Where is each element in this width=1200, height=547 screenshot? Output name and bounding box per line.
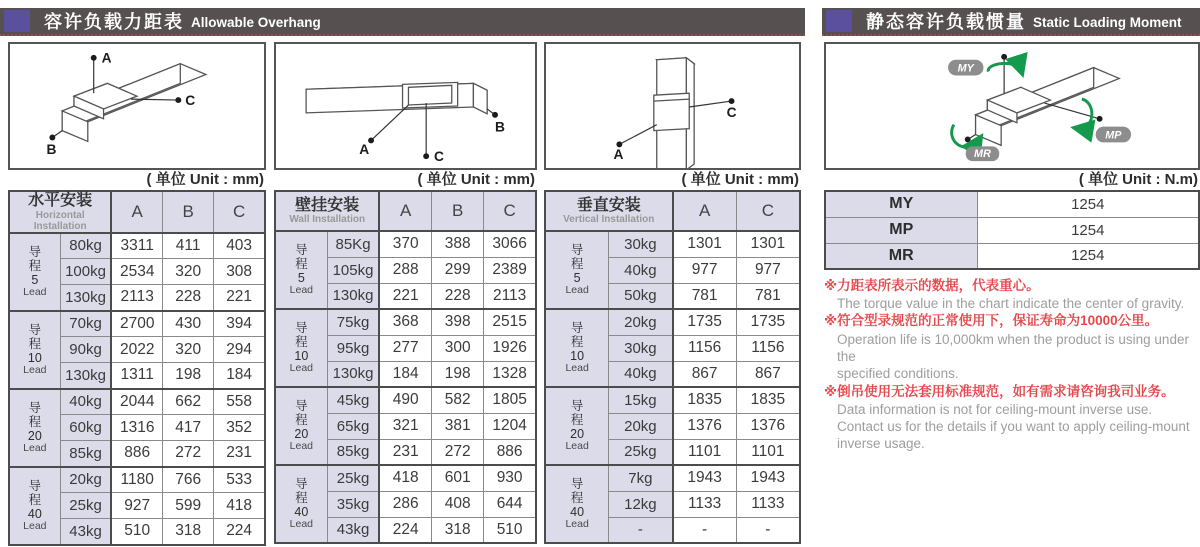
vertical-installation-diagram	[544, 42, 801, 170]
table-body	[9, 233, 265, 545]
value-cell: 417	[163, 415, 214, 441]
value-cell: 582	[432, 387, 484, 413]
purple-square-icon	[826, 10, 852, 32]
moment-label-cell: MP	[825, 217, 977, 243]
my-badge: MY	[957, 62, 974, 75]
value-cell: 1735	[736, 309, 800, 335]
note-text-en: Data information is not for ceiling-mount inverse use.	[837, 401, 1153, 417]
unit-label: ( 单位 Unit : mm)	[417, 171, 535, 188]
lead-cell	[9, 389, 60, 467]
value-cell: 599	[163, 493, 214, 519]
value-cell: 418	[379, 465, 431, 491]
lead-line: Lead	[565, 362, 589, 375]
lead-line: 程	[295, 491, 308, 506]
value-cell: -	[673, 517, 737, 543]
weight-cell: 45kg	[327, 387, 379, 413]
value-cell: 781	[736, 283, 800, 309]
value-cell: 370	[379, 231, 431, 257]
moment-row	[825, 191, 1199, 217]
lead-line: 导	[28, 478, 42, 493]
notes-block	[824, 277, 1200, 453]
weight-cell: 7kg	[609, 465, 673, 491]
lead-line: 导	[295, 321, 308, 336]
weight-cell: 40kg	[609, 361, 673, 387]
installation-title-en: Horizontal Installation	[33, 209, 87, 232]
lead-line: 导	[295, 399, 308, 414]
value-cell: 388	[432, 231, 484, 257]
table-row	[275, 465, 536, 491]
installation-title-zh: 水平安装	[28, 192, 93, 209]
weight-cell: 25kg	[60, 493, 111, 519]
value-cell: 288	[379, 257, 431, 283]
lead-line: 程	[570, 257, 584, 272]
value-cell: 2515	[484, 309, 536, 335]
lead-line: 40	[294, 505, 309, 520]
value-cell: 1328	[484, 361, 536, 387]
vertical-rail-drawing	[546, 44, 799, 168]
lead-line: 导	[570, 399, 584, 414]
lead-line: Lead	[289, 284, 314, 297]
weight-cell: 130kg	[327, 361, 379, 387]
weight-cell: 40kg	[60, 389, 111, 415]
weight-cell: 65kg	[327, 413, 379, 439]
value-cell: 411	[163, 233, 214, 259]
lead-line: 导	[28, 244, 42, 259]
value-cell: 867	[736, 361, 800, 387]
value-cell: 510	[484, 517, 536, 543]
weight-cell: 30kg	[609, 335, 673, 361]
value-cell: 1926	[484, 335, 536, 361]
table-head	[9, 191, 265, 233]
vertical-installation-table	[544, 190, 801, 544]
value-cell: 198	[163, 363, 214, 389]
lead-line: Lead	[23, 519, 47, 532]
value-cell: 221	[214, 285, 265, 311]
value-cell: 1316	[111, 415, 162, 441]
value-cell: 394	[214, 311, 265, 337]
value-cell: 766	[163, 467, 214, 493]
point-a-label: A	[101, 50, 112, 66]
installation-title-cell	[9, 191, 111, 233]
column-header-a: A	[379, 191, 431, 231]
lead-line: 程	[295, 335, 308, 350]
weight-cell: 105kg	[327, 257, 379, 283]
value-cell: 1101	[673, 439, 737, 465]
value-cell: 318	[432, 517, 484, 543]
weight-cell: -	[609, 517, 673, 543]
moment-diagram	[824, 42, 1200, 170]
value-cell: 3311	[111, 233, 162, 259]
note-text-en: The torque value in the chart indicate the center of gravity.	[837, 296, 1185, 312]
installation-title-zh: 壁挂安装	[295, 196, 360, 214]
lead-line: 程	[28, 492, 42, 507]
value-cell: 867	[673, 361, 737, 387]
table-row	[545, 231, 800, 257]
lead-line: Lead	[565, 440, 589, 453]
lead-cell	[545, 387, 609, 465]
lead-line: 10	[570, 349, 585, 364]
weight-cell: 20kg	[60, 467, 111, 493]
table-head	[275, 191, 536, 231]
value-cell: 318	[163, 519, 214, 545]
value-cell: 1311	[111, 363, 162, 389]
weight-cell: 35kg	[327, 491, 379, 517]
point-c-label: C	[726, 104, 737, 120]
value-cell: 886	[484, 439, 536, 465]
installation-title-zh: 垂直安装	[576, 196, 641, 214]
lead-line: 20	[570, 427, 585, 442]
value-cell: 352	[214, 415, 265, 441]
value-cell: 781	[673, 283, 737, 309]
value-cell: 398	[432, 309, 484, 335]
weight-cell: 85kg	[60, 441, 111, 467]
lead-line: 导	[570, 243, 584, 258]
value-cell: 286	[379, 491, 431, 517]
table-row	[275, 387, 536, 413]
point-c-label: C	[434, 149, 444, 165]
table-row	[545, 387, 800, 413]
lead-cell	[545, 309, 609, 387]
lead-cell	[275, 231, 327, 309]
value-cell: 1204	[484, 413, 536, 439]
horizontal-installation-diagram	[8, 42, 266, 170]
moment-rail-drawing	[826, 44, 1198, 168]
moment-label-cell: MR	[825, 243, 977, 269]
installation-title-cell	[275, 191, 379, 231]
value-cell: 927	[111, 493, 162, 519]
lead-cell	[9, 233, 60, 311]
purple-square-icon	[4, 10, 30, 32]
moment-value-cell: 1254	[977, 217, 1199, 243]
value-cell: 2700	[111, 311, 162, 337]
weight-cell: 70kg	[60, 311, 111, 337]
table-row	[275, 231, 536, 257]
column-header-c: C	[214, 191, 265, 233]
lead-line: Lead	[289, 518, 314, 531]
note-text-zh: ※力距表所表示的数据，代表重心。	[824, 278, 1040, 293]
column-header-b: B	[432, 191, 484, 231]
value-cell: 1156	[673, 335, 737, 361]
note-text-en: specified conditions.	[837, 366, 959, 382]
lead-line: 导	[28, 400, 42, 415]
value-cell: 320	[163, 259, 214, 285]
lead-line: 5	[573, 271, 581, 286]
note-text-zh: ※倒吊使用无法套用标准规范，如有需求请咨询我司业务。	[824, 383, 1175, 399]
installation-title-en: Wall Installation	[289, 214, 366, 226]
value-cell: 490	[379, 387, 431, 413]
value-cell: 277	[379, 335, 431, 361]
weight-cell: 100kg	[60, 259, 111, 285]
weight-cell: 75kg	[327, 309, 379, 335]
lead-cell	[275, 387, 327, 465]
column-header-b: B	[163, 191, 214, 233]
moment-value-cell: 1254	[977, 243, 1199, 269]
weight-cell: 50kg	[609, 283, 673, 309]
lead-line: 10	[294, 349, 309, 364]
value-cell: 228	[432, 283, 484, 309]
value-cell: 184	[379, 361, 431, 387]
header-title-en: Static Loading Moment	[1033, 15, 1182, 30]
value-cell: 2113	[111, 285, 162, 311]
point-b-label: B	[495, 119, 506, 135]
value-cell: 321	[379, 413, 431, 439]
value-cell: 1301	[736, 231, 800, 257]
mr-badge: MR	[974, 148, 991, 161]
weight-cell: 15kg	[609, 387, 673, 413]
value-cell: 221	[379, 283, 431, 309]
header-row	[545, 191, 800, 231]
weight-cell: 20kg	[609, 309, 673, 335]
table-row	[9, 233, 265, 259]
note	[824, 383, 1200, 453]
value-cell: 1180	[111, 467, 162, 493]
installation-title-cell	[545, 191, 673, 231]
table-row	[545, 309, 800, 335]
moment-value-cell: 1254	[977, 191, 1199, 217]
lead-line: Lead	[565, 284, 589, 297]
isometric-rail-drawing	[10, 44, 264, 168]
value-cell: 1943	[673, 465, 737, 491]
value-cell: 1943	[736, 465, 800, 491]
unit-label: ( 单位 Unit : mm)	[681, 171, 799, 188]
value-cell: 977	[736, 257, 800, 283]
lead-line: 程	[570, 491, 584, 506]
lead-cell	[545, 465, 609, 543]
lead-cell	[275, 309, 327, 387]
lead-line: Lead	[23, 363, 47, 376]
point-b-label: B	[46, 142, 57, 158]
value-cell: 1101	[736, 439, 800, 465]
value-cell: -	[736, 517, 800, 543]
note-text-en: inverse usage.	[837, 436, 925, 452]
value-cell: 299	[432, 257, 484, 283]
value-cell: 558	[214, 389, 265, 415]
value-cell: 228	[163, 285, 214, 311]
table-row	[9, 389, 265, 415]
point-a-label: A	[613, 147, 624, 163]
value-cell: 1735	[673, 309, 737, 335]
horizontal-installation-section	[8, 42, 266, 546]
note-text-zh: ※符合型录规范的正常使用下，保证寿命为10000公里。	[824, 313, 1159, 329]
lead-line: 20	[27, 428, 42, 443]
allowable-overhang-header	[0, 8, 805, 36]
value-cell: 533	[214, 467, 265, 493]
weight-cell: 25kg	[327, 465, 379, 491]
value-cell: 198	[432, 361, 484, 387]
lead-line: Lead	[565, 518, 589, 531]
column-header-a: A	[111, 191, 162, 233]
header-title-zh: 静态容许负载惯量	[866, 12, 1026, 32]
lead-cell	[275, 465, 327, 543]
value-cell: 1301	[673, 231, 737, 257]
value-cell: 430	[163, 311, 214, 337]
lead-line: 导	[295, 243, 308, 258]
value-cell: 231	[379, 439, 431, 465]
lead-line: Lead	[289, 440, 314, 453]
value-cell: 2113	[484, 283, 536, 309]
value-cell: 1805	[484, 387, 536, 413]
lead-line: 导	[28, 322, 42, 337]
mr-rotation-arrow	[952, 125, 979, 147]
moment-label-cell: MY	[825, 191, 977, 217]
column-header-a: A	[673, 191, 737, 231]
weight-cell: 80kg	[60, 233, 111, 259]
side-rail-drawing	[276, 44, 535, 168]
static-loading-moment-header	[822, 8, 1200, 36]
value-cell: 2534	[111, 259, 162, 285]
header-row	[9, 191, 265, 233]
column-header-c: C	[484, 191, 536, 231]
note-text-en: Contact us for the details if you want to apply ceiling-mount	[837, 418, 1190, 434]
static-loading-moment-section	[824, 42, 1200, 453]
value-cell: 644	[484, 491, 536, 517]
lead-line: 40	[27, 506, 42, 521]
weight-cell: 40kg	[609, 257, 673, 283]
header-row	[275, 191, 536, 231]
note	[824, 277, 1200, 312]
mp-badge: MP	[1105, 129, 1122, 142]
lead-line: 程	[295, 257, 308, 272]
table-row	[545, 465, 800, 491]
weight-cell: 25kg	[609, 439, 673, 465]
table-row	[9, 311, 265, 337]
lead-line: 20	[294, 427, 309, 442]
moment-table	[824, 190, 1200, 270]
table-head	[545, 191, 800, 231]
weight-cell: 90kg	[60, 337, 111, 363]
value-cell: 272	[163, 441, 214, 467]
value-cell: 2022	[111, 337, 162, 363]
value-cell: 1156	[736, 335, 800, 361]
lead-line: Lead	[23, 285, 47, 298]
note	[824, 312, 1200, 382]
unit-label: ( 单位 Unit : mm)	[146, 171, 264, 188]
weight-cell: 85kg	[327, 439, 379, 465]
weight-cell: 85Kg	[327, 231, 379, 257]
weight-cell: 43kg	[60, 519, 111, 545]
lead-line: 导	[295, 477, 308, 492]
moment-row	[825, 243, 1199, 269]
table-body	[545, 231, 800, 543]
lead-cell	[9, 311, 60, 389]
lead-cell	[9, 467, 60, 545]
value-cell: 418	[214, 493, 265, 519]
value-cell: 408	[432, 491, 484, 517]
horizontal-installation-table	[8, 190, 266, 546]
value-cell: 930	[484, 465, 536, 491]
lead-line: 40	[570, 505, 585, 520]
lead-line: Lead	[289, 362, 314, 375]
header-title-en: Allowable Overhang	[191, 15, 321, 30]
moment-row	[825, 217, 1199, 243]
value-cell: 272	[432, 439, 484, 465]
value-cell: 403	[214, 233, 265, 259]
table-row	[275, 309, 536, 335]
value-cell: 2044	[111, 389, 162, 415]
weight-cell: 12kg	[609, 491, 673, 517]
lead-line: 程	[295, 413, 308, 428]
value-cell: 368	[379, 309, 431, 335]
weight-cell: 130kg	[60, 363, 111, 389]
value-cell: 2389	[484, 257, 536, 283]
value-cell: 510	[111, 519, 162, 545]
point-a-label: A	[359, 142, 370, 158]
value-cell: 308	[214, 259, 265, 285]
value-cell: 224	[214, 519, 265, 545]
note-text-en: Operation life is 10,000km when the product is using under the	[837, 331, 1189, 364]
value-cell: 320	[163, 337, 214, 363]
column-header-c: C	[736, 191, 800, 231]
value-cell: 224	[379, 517, 431, 543]
table-body	[275, 231, 536, 543]
value-cell: 662	[163, 389, 214, 415]
value-cell: 3066	[484, 231, 536, 257]
value-cell: 977	[673, 257, 737, 283]
lead-line: 10	[27, 350, 42, 365]
value-cell: 1376	[736, 413, 800, 439]
value-cell: 1133	[673, 491, 737, 517]
weight-cell: 43kg	[327, 517, 379, 543]
lead-line: 5	[297, 271, 305, 286]
lead-line: 导	[570, 477, 584, 492]
lead-line: 程	[570, 335, 584, 350]
lead-cell	[545, 231, 609, 309]
value-cell: 184	[214, 363, 265, 389]
value-cell: 294	[214, 337, 265, 363]
value-cell: 601	[432, 465, 484, 491]
value-cell: 300	[432, 335, 484, 361]
table-row	[9, 467, 265, 493]
lead-line: 导	[570, 321, 584, 336]
value-cell: 231	[214, 441, 265, 467]
weight-cell: 95kg	[327, 335, 379, 361]
value-cell: 1835	[736, 387, 800, 413]
unit-label: ( 单位 Unit : N.m)	[1078, 171, 1198, 188]
weight-cell: 60kg	[60, 415, 111, 441]
weight-cell: 130kg	[327, 283, 379, 309]
value-cell: 381	[432, 413, 484, 439]
value-cell: 886	[111, 441, 162, 467]
value-cell: 1133	[736, 491, 800, 517]
wall-installation-diagram	[274, 42, 537, 170]
lead-line: Lead	[23, 441, 47, 454]
lead-line: 5	[31, 272, 39, 287]
wall-installation-section	[274, 42, 537, 544]
weight-cell: 30kg	[609, 231, 673, 257]
header-title-zh: 容许负载力距表	[44, 12, 184, 32]
weight-cell: 130kg	[60, 285, 111, 311]
value-cell: 1835	[673, 387, 737, 413]
wall-installation-table	[274, 190, 537, 544]
weight-cell: 20kg	[609, 413, 673, 439]
lead-line: 程	[28, 258, 42, 273]
installation-title-en: Vertical Installation	[563, 214, 655, 226]
point-c-label: C	[185, 93, 196, 109]
lead-line: 程	[28, 414, 42, 429]
lead-line: 程	[570, 413, 584, 428]
value-cell: 1376	[673, 413, 737, 439]
lead-line: 程	[28, 336, 42, 351]
vertical-installation-section	[544, 42, 801, 544]
